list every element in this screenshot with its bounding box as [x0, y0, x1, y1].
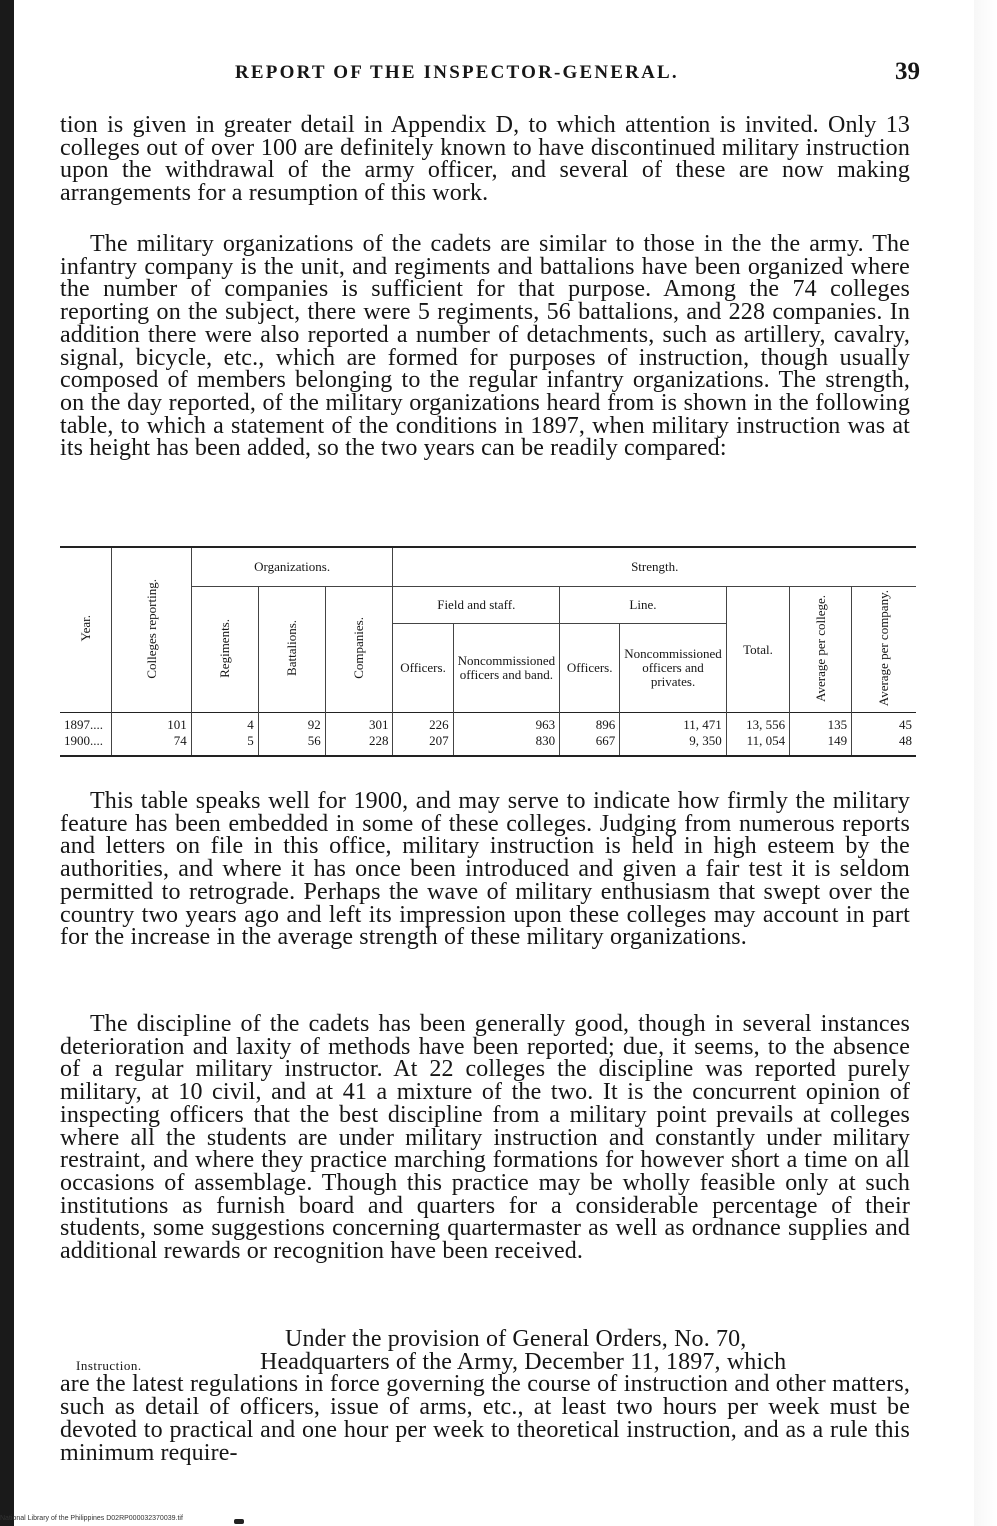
header-battalions: Battalions.: [258, 587, 325, 713]
header-strength: Strength.: [393, 547, 916, 587]
header-regiments: Regiments.: [191, 587, 258, 713]
header-average-per-company: Average per company.: [852, 587, 916, 713]
cell-line-noncom: 11, 471 9, 350: [620, 713, 727, 757]
cell-companies: 301 228: [325, 713, 393, 757]
header-organizations: Organizations.: [191, 547, 393, 587]
margin-note-instruction: Instruction.: [76, 1358, 142, 1373]
cell-field-noncom: 963 830: [453, 713, 560, 757]
paragraph-military-organizations: The military organizations of the cadets are similar to those in the the army. The infantry company is the unit, and regiments and battalions have been organized where the number of companies is sufficient for that purpose. Among the 74 colleges reporting on the subject, there were 5 regiments, 56 battalions, and 228 companies. In addition there were also reported a number of detachments, such as artillery, cavalry, signal, bicycle, etc., which are formed for purposes of instruction, though usually composed of members belonging to the regular infantry organizations. The strength, on the day reported, of the military organizations heard from is shown in the following table, to which a statement of the conditions in 1897, when military instruction was at its height has been added, so the two years can be readily compared:: [60, 231, 910, 462]
header-total: Total.: [726, 587, 789, 713]
header-line-noncom-privates: Noncommissioned officers and privates.: [620, 624, 727, 713]
instruction-line-2: Headquarters of the Army, December 11, 1897, which: [260, 1348, 787, 1375]
header-field-officers: Officers.: [393, 624, 453, 713]
cell-field-officers: 226 207: [393, 713, 453, 757]
instruction-rest: are the latest regulations in force governing the course of instruction and other matters, such as detail of officers, issue of arms, etc., at least two hours per week must be devoted to practical and one hour per week to theoretical instruction, and as a rule this minimum require-: [60, 1371, 910, 1466]
instruction-line-1: Under the provision of General Orders, No. 70,: [285, 1326, 747, 1352]
scan-credit: National Library of the Philippines D02RP000032370039.tif: [0, 1515, 183, 1522]
running-head: REPORT OF THE INSPECTOR-GENERAL.: [235, 62, 679, 83]
header-year: Year.: [77, 615, 93, 642]
paragraph-discipline: The discipline of the cadets has been generally good, though in several instances deterioration and laxity of methods have been reported; due, it seems, to the absence of a regular military instructor. At 22 colleges the discipline was reported purely military, at 10 civil, and at 41 a mixture of the two. It is the concurrent opinion of inspecting officers that the best discipline from a military point prevails at colleges where all the students are under military instruction and constantly under military restraint, and where they practice marching formations for however short a time on all occasions of assemblage. Though this practice may be wholly feasible only at such institutions as furnish board and quarters for a considerable percentage of their students, some suggestions concerning quartermaster as well as ordnance supplies and additional rewards or recognition have been received.: [60, 1011, 910, 1265]
header-colleges-reporting: Colleges reporting.: [112, 547, 191, 713]
scan-speck: [234, 1519, 244, 1524]
cell-avg-company: 45 48: [852, 713, 916, 757]
paragraph-appendix-d: tion is given in greater detail in Appendix D, to which attention is invited. Only 13 colleges out of over 100 are definitely known to have discontinued military instruction upon the withdrawal of the army officer, and several of these are now making arrangements for a resumption of this work.: [60, 112, 910, 207]
paragraph-table-comment: This table speaks well for 1900, and may serve to indicate how firmly the military feature has been embedded in some of these colleges. Judging from numerous reports and letters on file in this office, military instruction is held in high esteem by the authorities, and where it has once been introduced and given a fair test it is seldom permitted to retrograde. Perhaps the wave of military enthusiasm that swept over the country two years ago and left its impression upon these colleges may account in part for the increase in the average strength of these military organizations.: [60, 788, 910, 951]
paragraph-instruction: [60, 1328, 910, 1464]
page-header: [60, 58, 920, 92]
header-line-officers: Officers.: [560, 624, 620, 713]
header-companies: Companies.: [325, 587, 393, 713]
header-average-per-college: Average per college.: [790, 587, 852, 713]
cell-avg-college: 135 149: [790, 713, 852, 757]
header-field-noncom-band: Noncommissioned officers and band.: [453, 624, 560, 713]
strength-table: [60, 546, 916, 757]
header-field-and-staff: Field and staff.: [393, 587, 560, 624]
cell-year: 1897.... 1900....: [64, 717, 103, 748]
cell-line-officers: 896 667: [560, 713, 620, 757]
cell-regiments: 4 5: [191, 713, 258, 757]
page-number: 39: [895, 58, 920, 85]
cell-battalions: 92 56: [258, 713, 325, 757]
header-line: Line.: [560, 587, 727, 624]
table-row: [60, 713, 916, 757]
cell-colleges: 101 74: [112, 713, 191, 757]
cell-total: 13, 556 11, 054: [726, 713, 789, 757]
